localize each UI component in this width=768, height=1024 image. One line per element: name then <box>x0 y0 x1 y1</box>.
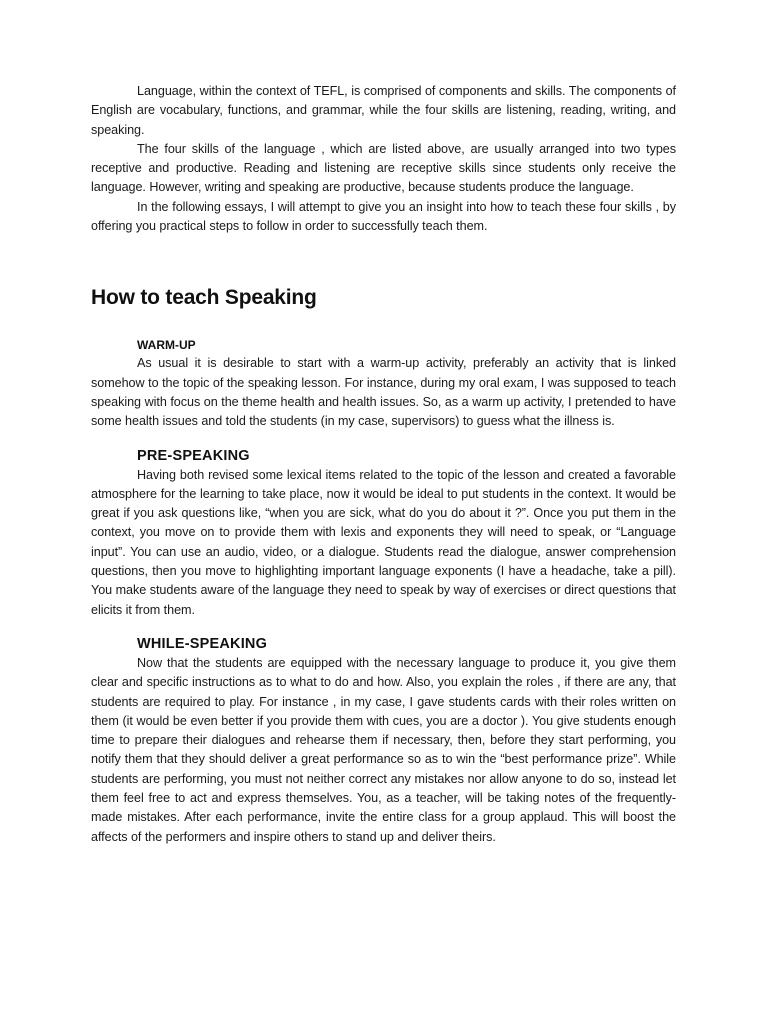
document-page <box>91 82 676 847</box>
prespeaking-heading: PRE-SPEAKING <box>137 447 250 464</box>
warmup-paragraph: As usual it is desirable to start with a warm-up activity, preferably an activity that is linked somehow to the topic of the speaking lesson. For instance, during my oral exam, I was supposed to teach speaking with focus on the theme health and health issues. So, as a warm up activity, I pretended to have some health issues and told the students (in my case, supervisors) to guess what the illness is. <box>91 356 676 429</box>
warmup-heading: WARM-UP <box>137 338 196 353</box>
intro-paragraph-1: Language, within the context of TEFL, is comprised of components and skills. The components of English are vocabulary, functions, and grammar, while the four skills are listening, reading, writing, and speaking. <box>91 84 676 137</box>
prespeaking-paragraph: Having both revised some lexical items related to the topic of the lesson and created a favorable atmosphere for the learning to take place, now it would be ideal to put students in the context. It would be great if you ask questions like, “when you are sick, what do you do about it ?”. Once you put them in the context, you move on to provide them with lexis and exponents they will need to speak, or “Language input”. You can use an audio, video, or a dialogue. Students read the dialogue, answer comprehension questions, then you move to highlighting important language exponents (I have a headache, take a pill). You make students aware of the language they need to speak by way of exercises or direct questions that elicits it from them. <box>91 467 676 617</box>
intro-paragraph-2: The four skills of the language , which are listed above, are usually arranged into two types receptive and productive. Reading and listening are receptive skills since students only receive the language. However, writing and speaking are productive, because students produce the language. <box>91 141 676 195</box>
section-title: How to teach Speaking <box>91 286 317 310</box>
whilespeaking-paragraph: Now that the students are equipped with the necessary language to produce it, you give them clear and specific instructions as to what to do and how. Also, you explain the roles , if there are any, that students are required to play. For instance , in my case, I gave students cards with their roles written on them (it would be even better if you provide them with cues, you are a doctor ). You give students enough time to prepare their dialogues and rehearse them if necessary, then, before they start performing, you notify them that they should deliver a great performance so as to win the “best performance prize”. While students are performing, you must not neither correct any mistakes nor allow anyone to do so, instead let them feel free to act and express themselves. You, as a teacher, will be taking notes of the frequently-made mistakes. After each performance, invite the entire class for a group applaud. This will boost the affects of the performers and inspire others to stand up and deliver theirs. <box>91 655 676 844</box>
whilespeaking-heading: WHILE-SPEAKING <box>137 635 268 652</box>
intro-paragraph-3: In the following essays, I will attempt to give you an insight into how to teach these four skills , by offering you practical steps to follow in order to successfully teach them. <box>91 199 676 234</box>
